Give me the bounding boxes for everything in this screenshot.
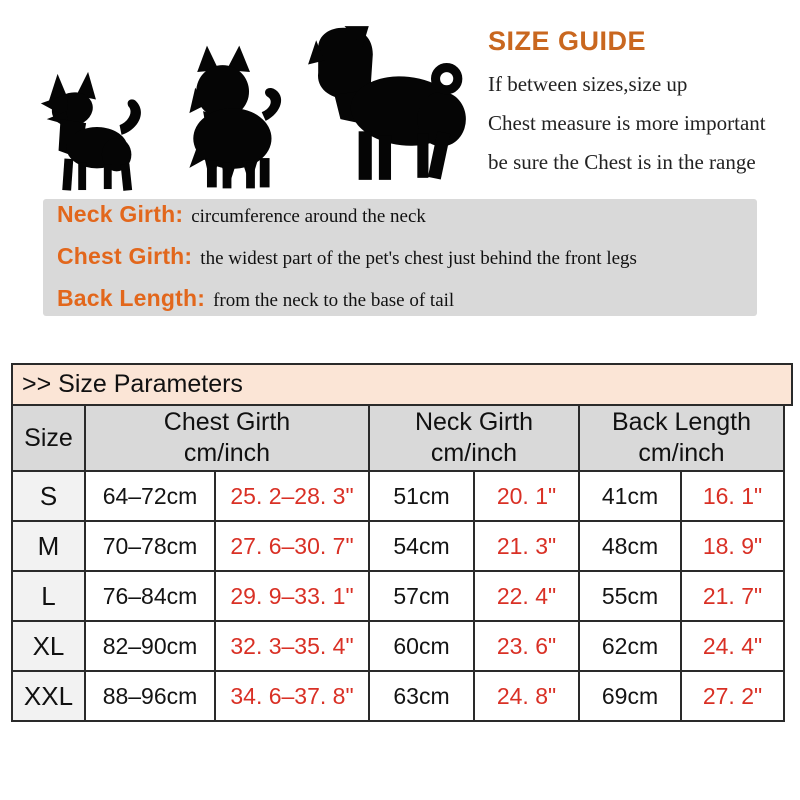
size-guide-title: SIZE GUIDE <box>488 26 647 56</box>
neck-inch-value: 24. 8" <box>474 671 579 721</box>
yorkshire-terrier-icon <box>162 42 294 192</box>
table-row-xxl <box>12 671 784 721</box>
back-cm-value: 55cm <box>579 571 681 621</box>
back-inch-value: 16. 1" <box>681 471 784 521</box>
size-guide-note-3: be sure the Chest is in the range <box>488 150 756 174</box>
chest-girth-description: the widest part of the pet's chest just behind the front legs <box>200 247 637 269</box>
size-parameters-section <box>11 363 793 722</box>
column-header-neck-girth <box>369 405 579 471</box>
size-label: XL <box>12 621 85 671</box>
neck-cm-value: 54cm <box>369 521 474 571</box>
neck-inch-value: 20. 1" <box>474 471 579 521</box>
neck-girth-header-unit: cm/inch <box>430 439 518 467</box>
back-cm-value: 41cm <box>579 471 681 521</box>
chest-inch-value: 32. 3–35. 4" <box>215 621 369 671</box>
neck-inch-value: 23. 6" <box>474 621 579 671</box>
chest-inch-value: 34. 6–37. 8" <box>215 671 369 721</box>
pug-icon <box>304 18 474 192</box>
chest-cm-value: 88–96cm <box>85 671 215 721</box>
chest-cm-value: 64–72cm <box>85 471 215 521</box>
neck-inch-value: 22. 4" <box>474 571 579 621</box>
chest-inch-value: 25. 2–28. 3" <box>215 471 369 521</box>
chest-girth-header-label: Chest Girth <box>163 408 291 436</box>
table-row-s <box>12 471 784 521</box>
size-parameters-caption: >> Size Parameters <box>11 363 793 406</box>
definition-back-length <box>57 279 757 321</box>
chest-inch-value: 27. 6–30. 7" <box>215 521 369 571</box>
column-header-back-length <box>579 405 784 471</box>
dog-silhouettes <box>34 8 474 192</box>
chest-girth-term: Chest Girth: <box>57 242 193 269</box>
size-guide-hero <box>0 0 800 194</box>
definition-chest-girth <box>57 237 757 279</box>
size-guide-text-block <box>488 8 800 174</box>
table-row-m <box>12 521 784 571</box>
back-length-header-label: Back Length <box>612 408 751 436</box>
chest-cm-value: 70–78cm <box>85 521 215 571</box>
back-cm-value: 62cm <box>579 621 681 671</box>
neck-girth-header-label: Neck Girth <box>414 408 534 436</box>
table-row-xl <box>12 621 784 671</box>
neck-inch-value: 21. 3" <box>474 521 579 571</box>
back-length-header-unit: cm/inch <box>638 439 725 467</box>
chest-girth-header-unit: cm/inch <box>183 439 271 467</box>
size-label: M <box>12 521 85 571</box>
back-length-term: Back Length: <box>57 284 206 311</box>
neck-cm-value: 57cm <box>369 571 474 621</box>
size-label: XXL <box>12 671 85 721</box>
definition-neck-girth <box>57 195 757 237</box>
neck-cm-value: 51cm <box>369 471 474 521</box>
neck-cm-value: 63cm <box>369 671 474 721</box>
size-guide-note-1: If between sizes,size up <box>488 72 688 96</box>
neck-girth-description: circumference around the neck <box>191 205 426 227</box>
back-length-description: from the neck to the base of tail <box>213 289 455 311</box>
table-header-row <box>12 405 784 471</box>
size-label: S <box>12 471 85 521</box>
back-cm-value: 69cm <box>579 671 681 721</box>
chest-cm-value: 82–90cm <box>85 621 215 671</box>
back-inch-value: 18. 9" <box>681 521 784 571</box>
back-inch-value: 21. 7" <box>681 571 784 621</box>
size-parameters-table <box>11 404 785 722</box>
chest-cm-value: 76–84cm <box>85 571 215 621</box>
back-cm-value: 48cm <box>579 521 681 571</box>
chest-inch-value: 29. 9–33. 1" <box>215 571 369 621</box>
chihuahua-icon <box>34 68 152 192</box>
neck-girth-term: Neck Girth: <box>57 200 184 227</box>
measurement-definitions-panel <box>43 199 757 316</box>
column-header-chest-girth <box>85 405 369 471</box>
neck-cm-value: 60cm <box>369 621 474 671</box>
back-inch-value: 24. 4" <box>681 621 784 671</box>
size-guide-note-2: Chest measure is more important <box>488 111 766 135</box>
size-label: L <box>12 571 85 621</box>
column-header-size: Size <box>12 405 85 471</box>
back-inch-value: 27. 2" <box>681 671 784 721</box>
table-row-l <box>12 571 784 621</box>
